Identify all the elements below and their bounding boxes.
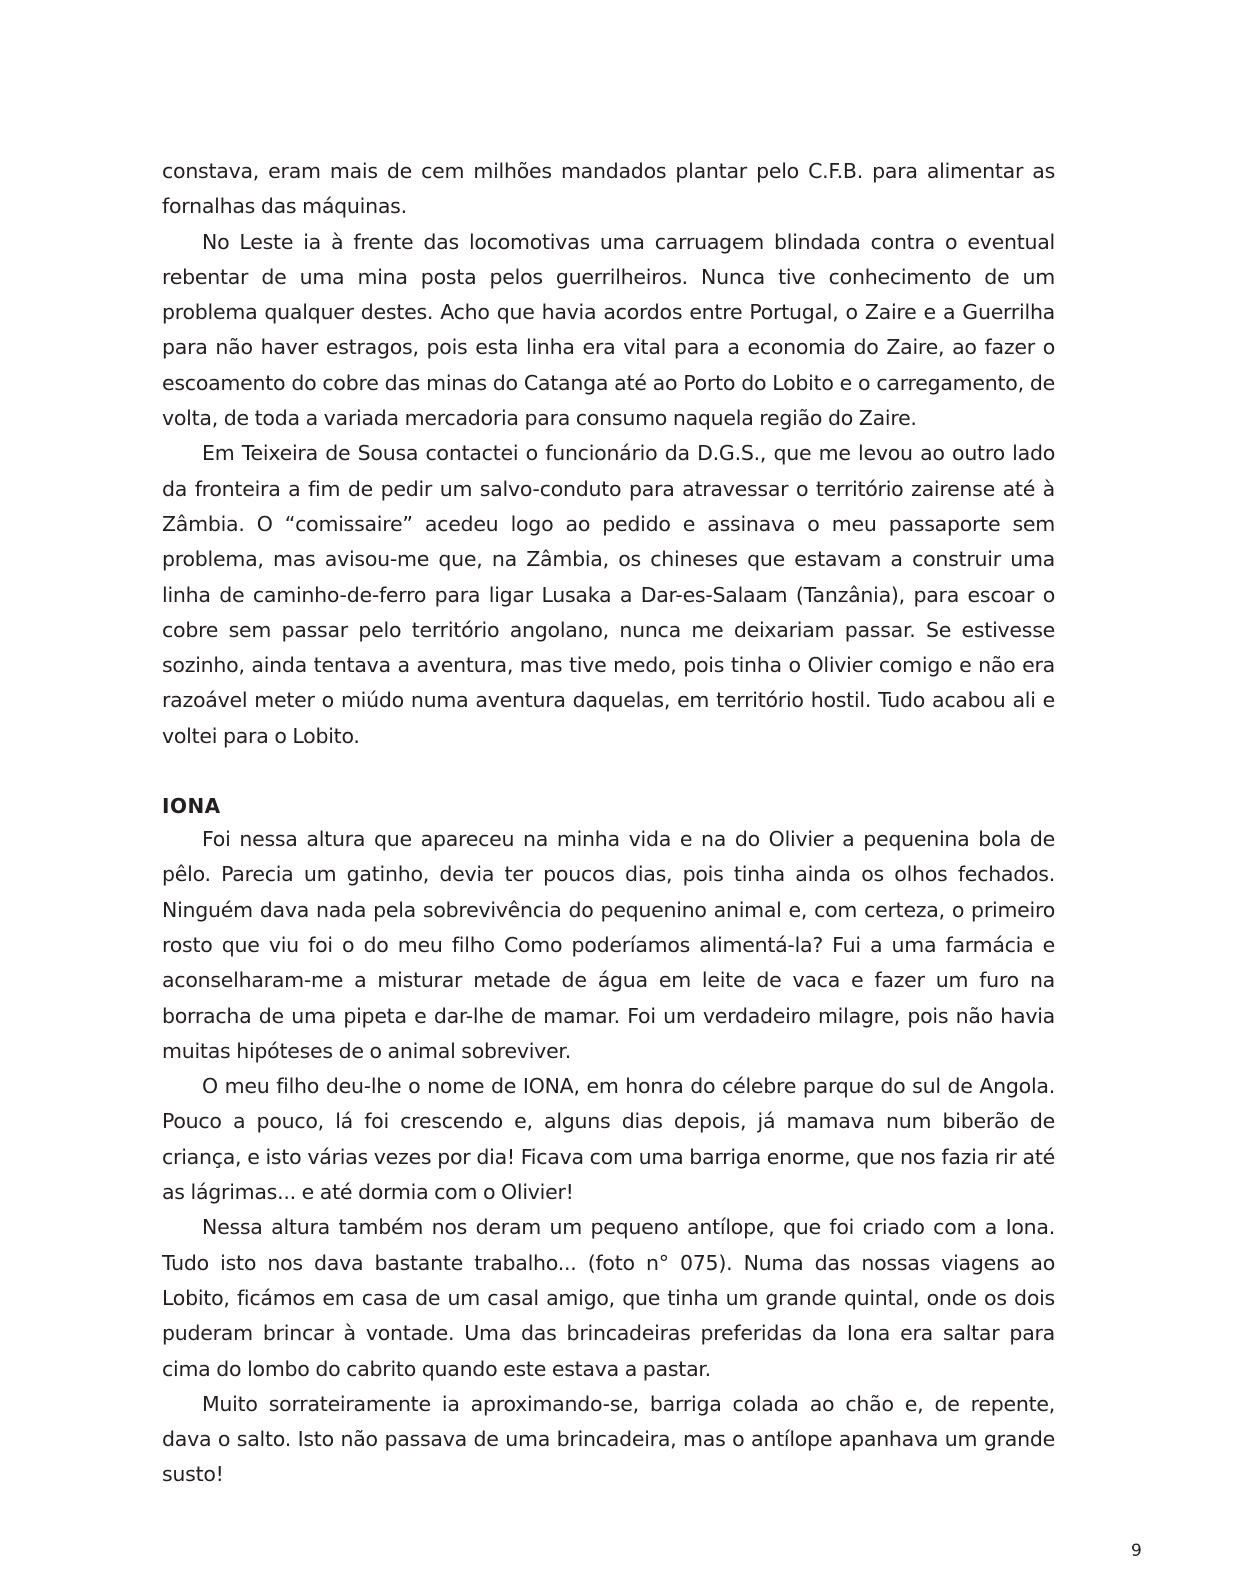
paragraph: Foi nessa altura que apareceu na minha vida e na do Olivier a pequenina bola de pêlo. Parecia um gatinho, devia ter poucos dias, pois tinha ainda os olhos fechados. Ninguém dava nada pela sobrevivência do pequenino animal e, com certeza, o primeiro rosto que viu foi o do meu filho Como poderíamos alimentá-la? Fui a uma farmácia e aconselharam-me a misturar metade de água em leite de vaca e fazer um furo na borracha de uma pipeta e dar-lhe de mamar. Foi um verdadeiro milagre, pois não havia muitas hipóteses de o animal sobreviver. [162, 827, 1055, 1063]
paragraph: O meu filho deu-lhe o nome de IONA, em honra do célebre parque do sul de Angola. Pouco a pouco, lá foi crescendo e, alguns dias depois, já mamava num biberão de criança, e isto várias vezes por dia! Ficava com uma barriga enorme, que nos fazia rir até as lágrimas... e até dormia com o Olivier! [162, 1074, 1055, 1205]
page-body [162, 154, 1055, 1493]
section-heading: IONA [162, 794, 221, 819]
page-number: 9 [1131, 1541, 1142, 1561]
paragraph: No Leste ia à frente das locomotivas uma carruagem blindada contra o eventual rebentar de uma mina posta pelos guerrilheiros. Nunca tive conhecimento de um problema qualquer destes. Acho que havia acordos entre Portugal, o Zaire e a Guerrilha para não haver estragos, pois esta linha era vital para a economia do Zaire, ao fazer o escoamento do cobre das minas do Catanga até ao Porto do Lobito e o carregamento, de volta, de toda a variada mercadoria para consumo naquela região do Zaire. [162, 229, 1055, 431]
paragraph: Em Teixeira de Sousa contactei o funcionário da D.G.S., que me levou ao outro lado da fronteira a fim de pedir um salvo-conduto para atravessar o território zairense até à Zâmbia. O “comissaire” acedeu logo ao pedido e assinava o meu passaporte sem problema, mas avisou-me que, na Zâmbia, os chineses que estavam a construir uma linha de caminho-de-ferro para ligar Lusaka a Dar-es-Salaam (Tanzânia), para escoar o cobre sem passar pelo território angolano, nunca me deixariam passar. Se estivesse sozinho, ainda tentava a aventura, mas tive medo, pois tinha o Olivier comigo e não era razoável meter o miúdo numa aventura daquelas, em território hostil. Tudo acabou ali e voltei para o Lobito. [162, 441, 1055, 748]
paragraph: Nessa altura também nos deram um pequeno antílope, que foi criado com a Iona. Tudo isto nos dava bastante trabalho... (foto n° 075). Numa das nossas viagens ao Lobito, ficámos em casa de um casal amigo, que tinha um grande quintal, onde os dois puderam brincar à vontade. Uma das brincadeiras preferidas da Iona era saltar para cima do lombo do cabrito quando este estava a pastar. [162, 1215, 1055, 1381]
paragraph: constava, eram mais de cem milhões mandados plantar pelo C.F.B. para alimentar as fornalhas das máquinas. [162, 159, 1055, 219]
paragraph: Muito sorrateiramente ia aproximando-se, barriga colada ao chão e, de repente, dava o salto. Isto não passava de uma brincadeira, mas o antílope apanhava um grande susto! [162, 1391, 1055, 1487]
